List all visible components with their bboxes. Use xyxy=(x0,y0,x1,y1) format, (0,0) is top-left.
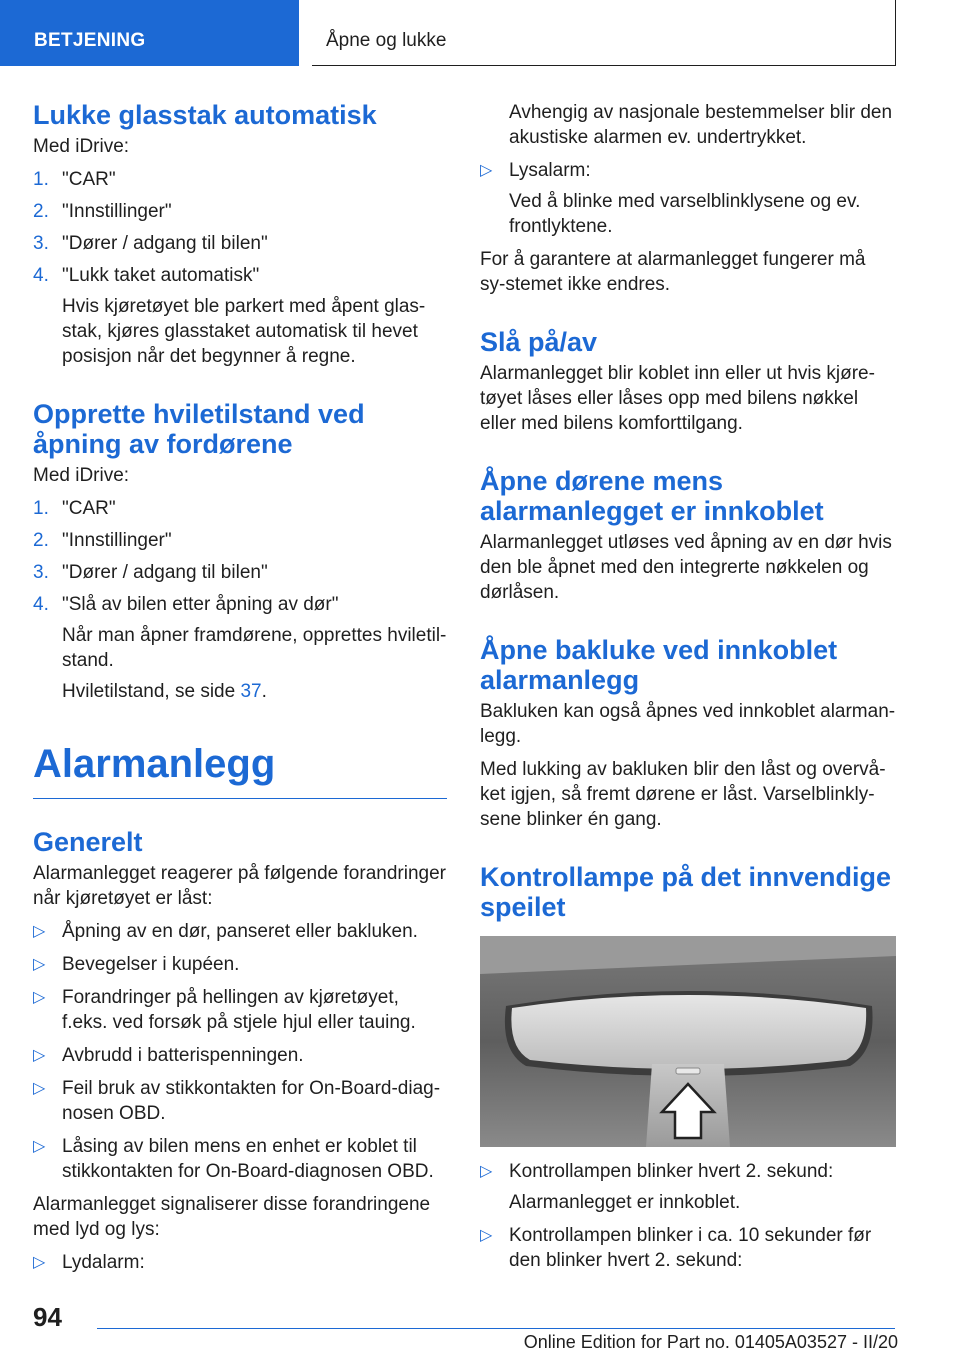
bullet-triangle-icon: ▷ xyxy=(33,1047,46,1064)
footer-edition: Online Edition for Part no. 01405A03527 - II/20 xyxy=(523,1332,898,1352)
bullet-triangle-icon: ▷ xyxy=(480,1163,493,1180)
steps-rest-mode xyxy=(33,496,447,704)
chapter-heading-alarm: Alarmanlegg xyxy=(33,740,447,799)
bullet-triangle-icon: ▷ xyxy=(33,1138,46,1155)
signal-list xyxy=(33,1250,447,1275)
list-item xyxy=(480,158,896,239)
step-item xyxy=(33,231,447,256)
list-item-text: Feil bruk av stikkontakten for On-Board-diag-nosen OBD. xyxy=(62,1078,441,1124)
step-text: "Innstillinger" xyxy=(62,530,172,551)
footer-divider xyxy=(97,1328,895,1329)
bullet-triangle-icon: ▷ xyxy=(33,923,46,940)
on-off-text: Alarmanlegget blir koblet inn eller ut hvis kjøre-tøyet låses eller låses opp med bilens nøkkel eller med bilens komforttilgang. xyxy=(480,363,875,434)
alarm-triggers-list xyxy=(33,919,447,1184)
list-item-text: Avbrudd i batterispenningen. xyxy=(62,1045,304,1066)
step-text: "Slå av bilen etter åpning av dør" xyxy=(62,594,339,615)
step-number: 2. xyxy=(33,530,49,551)
rearview-mirror-figure xyxy=(480,936,896,1147)
step-number: 3. xyxy=(33,562,49,583)
list-item xyxy=(480,1159,896,1215)
step-note: Når man åpner framdørene, opprettes hviletil-stand. xyxy=(62,625,447,671)
section-label: BETJENING xyxy=(0,0,299,66)
bullet-triangle-icon: ▷ xyxy=(480,1227,493,1244)
step-text: "Lukk taket automatisk" xyxy=(62,265,260,286)
step-text: "Innstillinger" xyxy=(62,201,172,222)
list-item-text: Lydalarm: xyxy=(62,1252,145,1273)
open-doors-text: Alarmanlegget utløses ved åpning av en dør hvis den ble åpnet med den integrerte nøkkelen og dørlåsen. xyxy=(480,532,892,603)
list-item-continuation xyxy=(480,100,896,150)
step-item xyxy=(33,528,447,553)
intro-idrive: Med iDrive: xyxy=(33,465,130,486)
list-item xyxy=(33,1250,447,1275)
list-item-text: Lysalarm: xyxy=(509,160,591,181)
tailgate-text-2: Med lukking av bakluken blir den låst og overvå-ket igjen, så fremt dørene er låst. Varselblinkly-sene blinker én gang. xyxy=(480,759,886,830)
heading-open-tailgate: Åpne bakluke ved innkoblet alarmanlegg xyxy=(480,635,838,695)
reference-text: Hviletilstand, se side xyxy=(62,681,241,702)
step-number: 4. xyxy=(33,265,49,286)
list-item xyxy=(33,1076,447,1126)
list-item-text: Avhengig av nasjonale bestemmelser blir den akustiske alarmen ev. undertrykket. xyxy=(509,102,893,148)
steps-close-glass-roof xyxy=(33,167,447,369)
list-item xyxy=(33,1134,447,1184)
step-item xyxy=(33,560,447,585)
heading-open-doors: Åpne dørene mens alarmanlegget er innkoblet xyxy=(480,466,824,526)
step-text: "CAR" xyxy=(62,498,116,519)
general-intro: Alarmanlegget reagerer på følgende forandringer når kjøretøyet er låst: xyxy=(33,863,446,909)
list-item xyxy=(33,919,447,944)
list-item xyxy=(33,952,447,977)
indicator-lamp-list xyxy=(480,1159,896,1273)
step-number: 1. xyxy=(33,498,49,519)
heading-general: Generelt xyxy=(33,827,143,857)
list-item-text: Kontrollampen blinker hvert 2. sekund: xyxy=(509,1161,834,1182)
guarantee-text: For å garantere at alarmanlegget fungerer må sy-stemet ikke endres. xyxy=(480,249,866,295)
bullet-triangle-icon: ▷ xyxy=(33,989,46,1006)
list-item-note: Alarmanlegget er innkoblet. xyxy=(509,1192,741,1213)
heading-indicator-lamp: Kontrollampe på det innvendige speilet xyxy=(480,862,892,922)
step-text: "CAR" xyxy=(62,169,116,190)
step-item xyxy=(33,167,447,192)
bullet-triangle-icon: ▷ xyxy=(33,1254,46,1271)
heading-rest-mode: Opprette hviletilstand ved åpning av fordørene xyxy=(33,399,365,459)
list-item xyxy=(480,1223,896,1273)
step-note: Hvis kjøretøyet ble parkert med åpent glas-stak, kjøres glasstaket automatisk til hevet posisjon når det begynner å regne. xyxy=(62,296,426,367)
step-text: "Dører / adgang til bilen" xyxy=(62,562,268,583)
reference-suffix: . xyxy=(261,681,267,702)
heading-on-off: Slå på/av xyxy=(480,327,598,357)
bullet-triangle-icon: ▷ xyxy=(33,1080,46,1097)
step-item xyxy=(33,496,447,521)
page-header xyxy=(0,0,960,66)
cross-reference xyxy=(62,679,447,704)
list-item-text: Bevegelser i kupéen. xyxy=(62,954,240,975)
list-item-note: Ved å blinke med varselblinklysene og ev. frontlyktene. xyxy=(509,191,861,237)
bullet-triangle-icon: ▷ xyxy=(480,162,493,179)
signal-list-continued xyxy=(480,100,896,239)
left-column xyxy=(33,100,447,1283)
intro-idrive: Med iDrive: xyxy=(33,136,130,157)
page-number: 94 xyxy=(33,1302,62,1332)
list-item-text: Kontrollampen blinker i ca. 10 sekunder før den blinker hvert 2. sekund: xyxy=(509,1225,872,1271)
step-item xyxy=(33,199,447,224)
step-number: 1. xyxy=(33,169,49,190)
step-item xyxy=(33,263,447,369)
list-item-text: Åpning av en dør, panseret eller bakluken. xyxy=(62,921,418,942)
right-column xyxy=(480,100,896,1281)
step-number: 4. xyxy=(33,594,49,615)
bullet-triangle-icon: ▷ xyxy=(33,956,46,973)
step-number: 2. xyxy=(33,201,49,222)
list-item xyxy=(33,985,447,1035)
list-item xyxy=(33,1043,447,1068)
step-text: "Dører / adgang til bilen" xyxy=(62,233,268,254)
chapter-title: Åpne og lukke xyxy=(312,0,896,66)
signal-intro: Alarmanlegget signaliserer disse forandringene med lyd og lys: xyxy=(33,1194,431,1240)
page-link[interactable]: 37 xyxy=(240,681,262,702)
step-number: 3. xyxy=(33,233,49,254)
list-item-text: Forandringer på hellingen av kjøretøyet, f.eks. ved forsøk på stjele hjul eller tauing. xyxy=(62,987,416,1033)
heading-close-glass-roof: Lukke glasstak automatisk xyxy=(33,100,377,130)
tailgate-text-1: Bakluken kan også åpnes ved innkoblet alarman-legg. xyxy=(480,701,896,747)
step-item xyxy=(33,592,447,704)
list-item-text: Låsing av bilen mens en enhet er koblet til stikkontakten for On-Board-diagnosen OBD. xyxy=(62,1136,434,1182)
